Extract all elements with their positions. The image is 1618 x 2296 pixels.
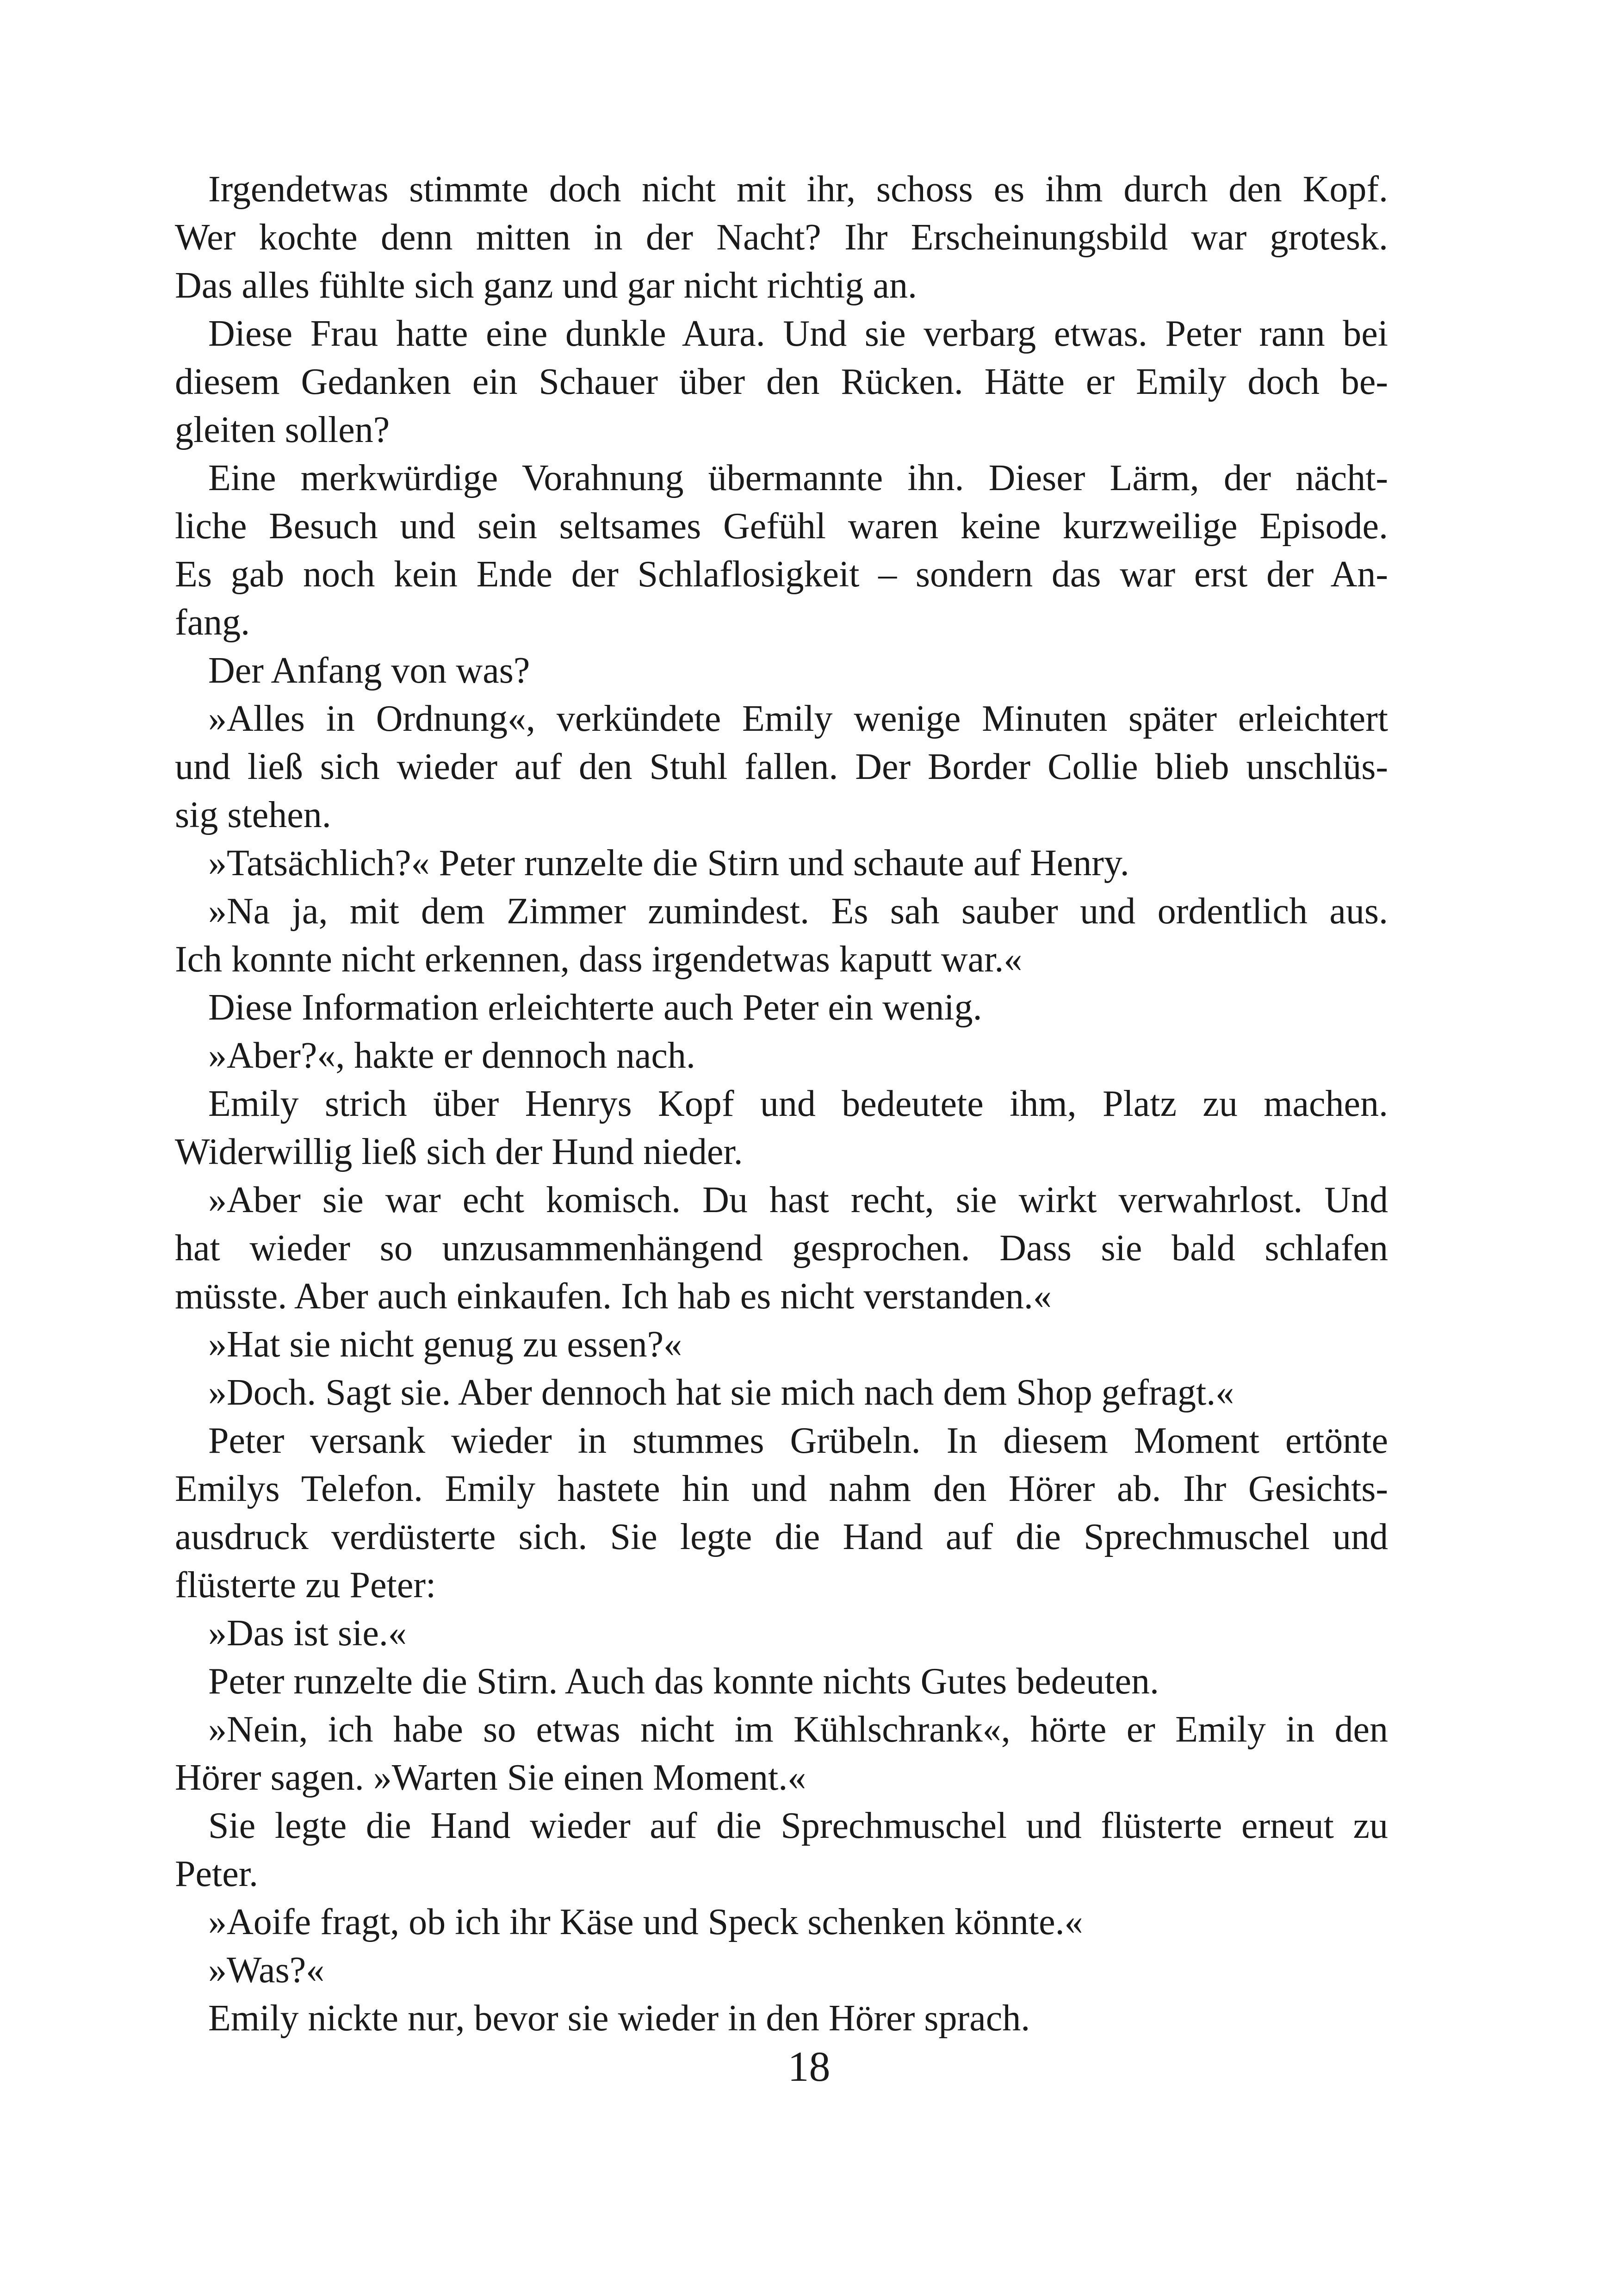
- page-number: 18: [787, 2043, 831, 2090]
- text-line: Peter.: [175, 1854, 258, 1894]
- text-line: Wer kochte denn mitten in der Nacht? Ihr Erscheinungsbild war grotesk.: [175, 217, 1388, 258]
- text-line: Eine merkwürdige Vorahnung übermannte ihn. Dieser Lärm, der nächt-: [208, 458, 1388, 498]
- text-line: »Hat sie nicht genug zu essen?«: [208, 1324, 682, 1365]
- text-line: und ließ sich wieder auf den Stuhl fallen. Der Border Collie blieb unschlüs-: [175, 747, 1388, 787]
- text-line: sig stehen.: [175, 795, 331, 835]
- text-line: Es gab noch kein Ende der Schlaflosigkeit – sondern das war erst der An-: [175, 554, 1388, 595]
- text-line: »Doch. Sagt sie. Aber dennoch hat sie mich nach dem Shop gefragt.«: [208, 1372, 1234, 1413]
- text-line: Ich konnte nicht erkennen, dass irgendetwas kaputt war.«: [175, 939, 1023, 980]
- text-line: Peter runzelte die Stirn. Auch das konnte nichts Gutes bedeuten.: [208, 1661, 1159, 1702]
- text-line: »Na ja, mit dem Zimmer zumindest. Es sah sauber und ordentlich aus.: [208, 891, 1388, 932]
- text-line: Hörer sagen. »Warten Sie einen Moment.«: [175, 1757, 806, 1798]
- text-line: »Das ist sie.«: [208, 1613, 407, 1654]
- text-line: »Tatsächlich?« Peter runzelte die Stirn und schaute auf Henry.: [208, 843, 1129, 884]
- text-line: Widerwillig ließ sich der Hund nieder.: [175, 1132, 743, 1172]
- text-line: Der Anfang von was?: [208, 650, 530, 691]
- text-line: diesem Gedanken ein Schauer über den Rücken. Hätte er Emily doch be-: [175, 361, 1388, 402]
- text-line: »Aoife fragt, ob ich ihr Käse und Speck schenken könnte.«: [208, 1902, 1083, 1942]
- text-line: liche Besuch und sein seltsames Gefühl waren keine kurzweilige Episode.: [175, 506, 1388, 547]
- text-line: flüsterte zu Peter:: [175, 1565, 436, 1605]
- text-line: »Was?«: [208, 1950, 325, 1991]
- text-line: müsste. Aber auch einkaufen. Ich hab es nicht verstanden.«: [175, 1276, 1052, 1317]
- text-line: fang.: [175, 602, 250, 643]
- text-line: gleiten sollen?: [175, 410, 390, 450]
- text-line: ausdruck verdüsterte sich. Sie legte die Hand auf die Sprechmuschel und: [175, 1517, 1388, 1557]
- text-line: Sie legte die Hand wieder auf die Sprechmuschel und flüsterte erneut zu: [208, 1805, 1388, 1846]
- text-line: Emilys Telefon. Emily hastete hin und nahm den Hörer ab. Ihr Gesichts-: [175, 1468, 1388, 1509]
- text-line: »Nein, ich habe so etwas nicht im Kühlschrank«, hörte er Emily in den: [208, 1709, 1388, 1750]
- text-line: Diese Information erleichterte auch Peter ein wenig.: [208, 987, 982, 1028]
- text-line: Irgendetwas stimmte doch nicht mit ihr, schoss es ihm durch den Kopf.: [208, 169, 1388, 210]
- text-line: »Aber sie war echt komisch. Du hast recht, sie wirkt verwahrlost. Und: [208, 1180, 1388, 1220]
- text-line: Emily nickte nur, bevor sie wieder in den Hörer sprach.: [208, 1998, 1030, 2039]
- text-line: »Alles in Ordnung«, verkündete Emily wenige Minuten später erleichtert: [208, 698, 1388, 739]
- text-line: Emily strich über Henrys Kopf und bedeutete ihm, Platz zu machen.: [208, 1083, 1388, 1124]
- text-line: Peter versank wieder in stummes Grübeln. In diesem Moment ertönte: [208, 1420, 1388, 1461]
- text-line: Das alles fühlte sich ganz und gar nicht richtig an.: [175, 265, 917, 306]
- text-line: hat wieder so unzusammenhängend gesprochen. Dass sie bald schlafen: [175, 1228, 1388, 1269]
- text-line: »Aber?«, hakte er dennoch nach.: [208, 1035, 695, 1076]
- text-line: Diese Frau hatte eine dunkle Aura. Und sie verbarg etwas. Peter rann bei: [208, 313, 1388, 354]
